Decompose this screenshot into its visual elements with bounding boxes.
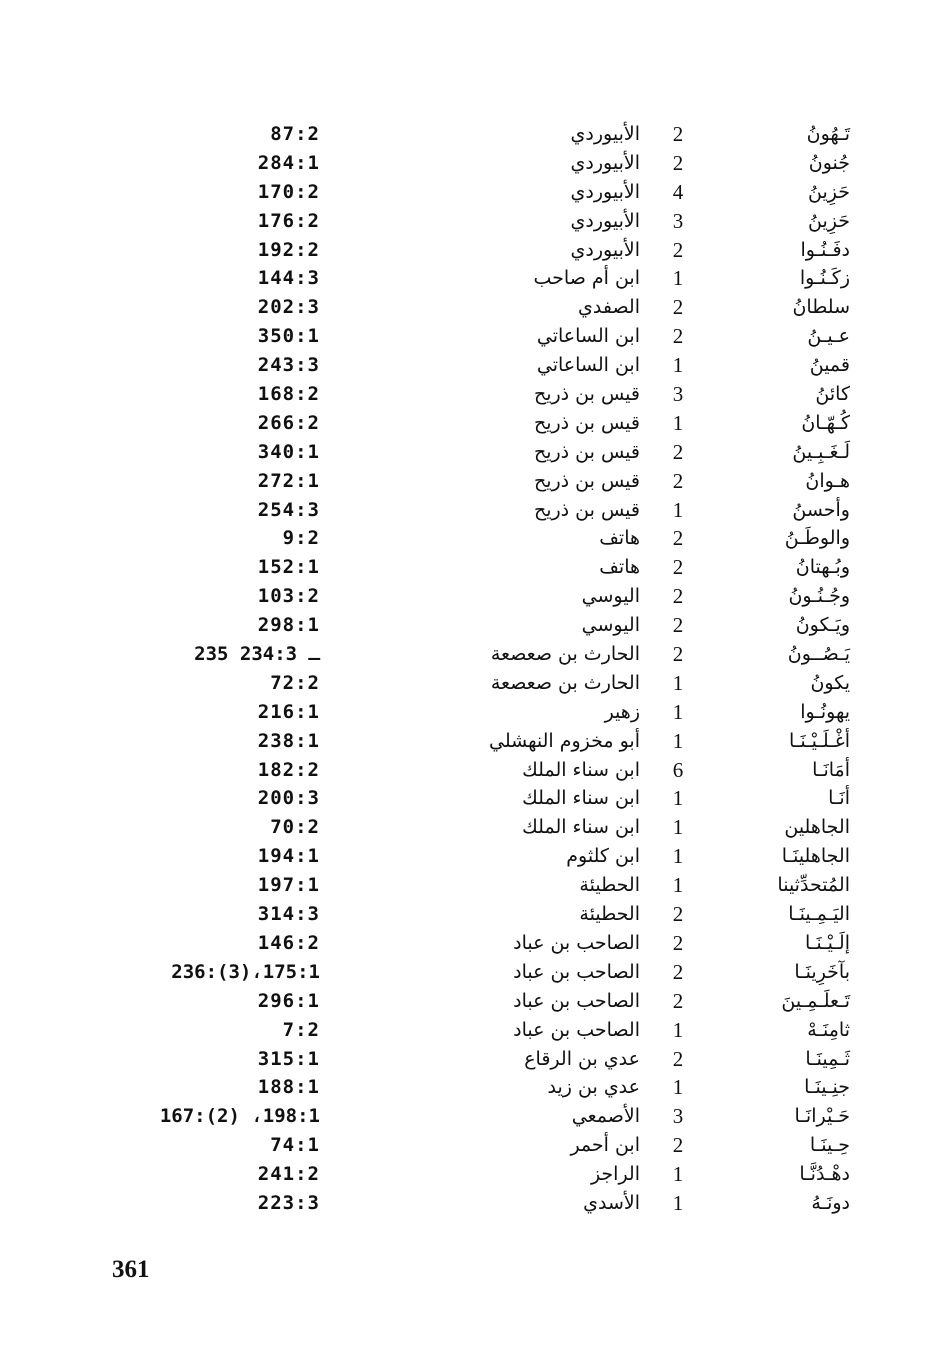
poet-name: الأبيوردي	[570, 209, 640, 232]
poet-name: هاتف	[599, 556, 640, 579]
poet-name: ابن سناء الملك	[522, 787, 640, 810]
rhyme-word: دونَـهُ	[811, 1191, 850, 1214]
page-reference: 170:2	[257, 180, 320, 203]
index-row	[0, 1045, 946, 1074]
page-reference: 168:2	[257, 383, 320, 406]
index-row	[0, 756, 946, 785]
page-reference: 340:1	[257, 440, 320, 463]
rhyme-word: سلطانُ	[792, 296, 850, 319]
rhyme-word: ثَـمِينَـا	[805, 1047, 850, 1070]
index-row	[0, 351, 946, 380]
verse-count: 1	[672, 353, 684, 378]
poet-name: الأسدي	[583, 1191, 640, 1214]
page-reference: 202:3	[257, 296, 320, 319]
poet-name: الأبيوردي	[570, 180, 640, 203]
index-row	[0, 698, 946, 727]
index-row	[0, 842, 946, 871]
poet-name: الصفدي	[577, 296, 640, 319]
verse-count: 1	[672, 1017, 684, 1042]
poet-name: قيس بن ذريح	[533, 411, 640, 434]
rhyme-word: أمَانَـا	[812, 758, 850, 781]
page-reference: 192:2	[257, 238, 320, 261]
page-reference: 176:2	[257, 209, 320, 232]
poet-name: الحارث بن صعصعة	[490, 671, 640, 694]
page-reference: 197:1	[257, 874, 320, 897]
verse-count: 2	[672, 959, 684, 984]
poet-name: الصاحب بن عباد	[513, 931, 640, 954]
index-row	[0, 380, 946, 409]
poet-name: اليوسي	[581, 585, 640, 608]
page-reference: 284:1	[257, 151, 320, 174]
poet-name: ابن الساعاتي	[536, 325, 640, 348]
index-row	[0, 640, 946, 669]
page-reference: 298:1	[257, 614, 320, 637]
verse-count: 2	[672, 526, 684, 551]
index-row	[0, 322, 946, 351]
page-reference: 236:(3)،175:1	[171, 960, 320, 983]
page-reference: 72:2	[270, 671, 320, 694]
index-row	[0, 727, 946, 756]
poet-name: ابن كلثوم	[566, 845, 640, 868]
poet-name: الصاحب بن عباد	[513, 1018, 640, 1041]
page-reference: 188:1	[257, 1076, 320, 1099]
verse-count: 2	[672, 988, 684, 1013]
page-reference: 241:2	[257, 1163, 320, 1186]
poet-name: الأبيوردي	[570, 151, 640, 174]
verse-count: 3	[672, 1104, 684, 1129]
page-reference: 144:3	[257, 267, 320, 290]
verse-count: 2	[672, 122, 684, 146]
verse-count: 2	[672, 613, 684, 638]
index-row	[0, 871, 946, 900]
page-reference: 7:2	[282, 1018, 320, 1041]
verse-count: 2	[672, 324, 684, 349]
poet-name: الحطيئة	[579, 903, 640, 926]
poet-name: الأصمعي	[571, 1105, 640, 1128]
page-reference: 103:2	[257, 585, 320, 608]
rhyme-word: يَـصُــونُ	[787, 643, 850, 666]
poet-name: ابن أحمر	[570, 1134, 640, 1157]
verse-count: 2	[672, 1046, 684, 1071]
rhyme-word: دهْـدُنَّـا	[799, 1163, 850, 1186]
index-row	[0, 207, 946, 236]
poet-name: الأبيوردي	[570, 238, 640, 261]
poet-name: ابن الساعاتي	[536, 354, 640, 377]
index-row	[0, 264, 946, 293]
index-row	[0, 553, 946, 582]
rhyme-word: لَـغَـبِـينُ	[792, 440, 850, 463]
rhyme-word: تَـعلَـمِـينَ	[781, 989, 850, 1012]
page-reference: 243:3	[257, 354, 320, 377]
rhyme-word: حِـينَـا	[809, 1134, 850, 1157]
verse-count: 1	[672, 844, 684, 869]
index-row	[0, 1189, 946, 1218]
rhyme-word: اليَـمِـينَـا	[788, 903, 850, 926]
verse-count: 2	[672, 237, 684, 262]
poet-name: زهير	[604, 700, 640, 723]
poet-name: الأبيوردي	[570, 123, 640, 145]
rhyme-word: إلَـيْـنَـا	[804, 931, 850, 954]
rhyme-word: كائنُ	[815, 383, 850, 406]
rhyme-word: حَزِينُ	[808, 209, 850, 232]
poet-name: الصاحب بن عباد	[513, 960, 640, 983]
index-row	[0, 784, 946, 813]
rhyme-word: ويَـكونُ	[795, 614, 850, 637]
rhyme-word: زكَـنُـوا	[799, 267, 850, 290]
poet-name: ابن أم صاحب	[533, 267, 640, 290]
page-reference: 74:1	[270, 1134, 320, 1157]
index-row	[0, 900, 946, 929]
verse-count: 6	[672, 757, 684, 782]
poet-name: ابن سناء الملك	[522, 758, 640, 781]
verse-count: 1	[672, 266, 684, 291]
page-reference: 70:2	[270, 816, 320, 839]
verse-count: 1	[672, 410, 684, 435]
index-row	[0, 293, 946, 322]
rhyme-word: أغْـلَـيْـنَـا	[788, 729, 850, 752]
rhyme-word: حَزِينُ	[808, 180, 850, 203]
poet-name: الراجز	[590, 1163, 640, 1186]
rhyme-word: المُتحدِّثينا	[777, 874, 850, 897]
rhyme-word: وجُـنُـونُ	[788, 585, 850, 608]
index-row	[0, 1160, 946, 1189]
page-reference: 254:3	[257, 498, 320, 521]
page-reference: 238:1	[257, 729, 320, 752]
rhyme-word: قمينُ	[809, 354, 850, 377]
page-reference: 235 ـ 234:3	[194, 643, 320, 666]
index-row	[0, 236, 946, 265]
page-number: 361	[112, 1256, 150, 1283]
index-row	[0, 149, 946, 178]
verse-count: 2	[672, 902, 684, 927]
index-row	[0, 438, 946, 467]
page-reference: 315:1	[257, 1047, 320, 1070]
index-row	[0, 929, 946, 958]
index-row	[0, 467, 946, 496]
rhyme-word: ثامِنَـهْ	[807, 1018, 850, 1041]
verse-count: 1	[672, 1075, 684, 1100]
index-row	[0, 409, 946, 438]
verse-count: 3	[672, 382, 684, 407]
verse-count: 2	[672, 150, 684, 175]
poet-name: الحطيئة	[579, 874, 640, 897]
rhyme-word: دفَـنُـوا	[800, 238, 850, 261]
page-reference: 216:1	[257, 700, 320, 723]
poet-name: قيس بن ذريح	[533, 469, 640, 492]
verse-count: 1	[672, 699, 684, 724]
poet-name: قيس بن ذريح	[533, 440, 640, 463]
verse-count: 1	[672, 873, 684, 898]
poet-name: اليوسي	[581, 614, 640, 637]
index-row	[0, 1131, 946, 1160]
rhyme-word: جنِـينَـا	[804, 1076, 850, 1099]
rhyme-word: وبُـهتانُ	[795, 556, 850, 579]
rhyme-word: هـوانُ	[805, 469, 850, 492]
page-reference: 296:1	[257, 989, 320, 1012]
page-reference: 266:2	[257, 411, 320, 434]
rhyme-word: حَـيْرانَـا	[794, 1105, 850, 1128]
verse-count: 1	[672, 786, 684, 811]
rhyme-word: بآخَرِينَـا	[794, 960, 850, 983]
rhyme-word: يهونُـوا	[800, 700, 850, 723]
poet-name: عدي بن زيد	[547, 1076, 640, 1099]
rhyme-index-table	[0, 120, 946, 1218]
page-reference: 182:2	[257, 758, 320, 781]
rhyme-word: الجاهلين	[784, 816, 850, 839]
page-reference: 314:3	[257, 903, 320, 926]
poet-name: قيس بن ذريح	[533, 383, 640, 406]
poet-name: ابن سناء الملك	[522, 816, 640, 839]
index-row	[0, 1016, 946, 1045]
index-row	[0, 524, 946, 553]
page-reference: 9:2	[282, 527, 320, 550]
index-row	[0, 496, 946, 525]
poet-name: قيس بن ذريح	[533, 498, 640, 521]
verse-count: 2	[672, 642, 684, 667]
verse-count: 2	[672, 584, 684, 609]
verse-count: 2	[672, 295, 684, 320]
page-reference: 200:3	[257, 787, 320, 810]
verse-count: 3	[672, 208, 684, 233]
page-reference: 152:1	[257, 556, 320, 579]
index-row	[0, 813, 946, 842]
verse-count: 1	[672, 815, 684, 840]
index-row	[0, 1102, 946, 1131]
index-row	[0, 987, 946, 1016]
page-reference: 223:3	[257, 1191, 320, 1214]
page-reference: 146:2	[257, 931, 320, 954]
verse-count: 1	[672, 1190, 684, 1215]
index-row	[0, 582, 946, 611]
rhyme-word: والوطَـنُ	[784, 527, 850, 550]
verse-count: 2	[672, 555, 684, 580]
verse-count: 1	[672, 670, 684, 695]
index-row	[0, 958, 946, 987]
index-row	[0, 120, 946, 149]
poet-name: عدي بن الرقاع	[524, 1047, 640, 1070]
verse-count: 1	[672, 728, 684, 753]
page-reference: 350:1	[257, 325, 320, 348]
verse-count: 4	[672, 179, 684, 204]
poet-name: أبو مخزوم النهشلي	[489, 729, 640, 752]
rhyme-word: يكونُ	[810, 671, 850, 694]
rhyme-word: عـيـنُ	[807, 325, 850, 348]
rhyme-word: وأحسنُ	[792, 498, 850, 521]
verse-count: 2	[672, 930, 684, 955]
rhyme-word: الجاهلينَـا	[781, 845, 850, 868]
verse-count: 1	[672, 1162, 684, 1187]
index-row	[0, 669, 946, 698]
index-row	[0, 178, 946, 207]
page-reference: 272:1	[257, 469, 320, 492]
rhyme-word: أنَـا	[828, 787, 850, 810]
poet-name: الصاحب بن عباد	[513, 989, 640, 1012]
poet-name: الحارث بن صعصعة	[490, 643, 640, 666]
verse-count: 1	[672, 497, 684, 522]
page-reference: 194:1	[257, 845, 320, 868]
index-row	[0, 611, 946, 640]
rhyme-word: تَـهُونُ	[806, 123, 850, 145]
page-reference: 167:(2) ،198:1	[159, 1105, 320, 1128]
index-row	[0, 1073, 946, 1102]
verse-count: 2	[672, 1133, 684, 1158]
page-reference: 87:2	[270, 123, 320, 145]
verse-count: 2	[672, 468, 684, 493]
poet-name: هاتف	[599, 527, 640, 550]
rhyme-word: كُـهّـانُ	[801, 411, 850, 434]
rhyme-word: جُنونُ	[808, 151, 850, 174]
verse-count: 2	[672, 439, 684, 464]
